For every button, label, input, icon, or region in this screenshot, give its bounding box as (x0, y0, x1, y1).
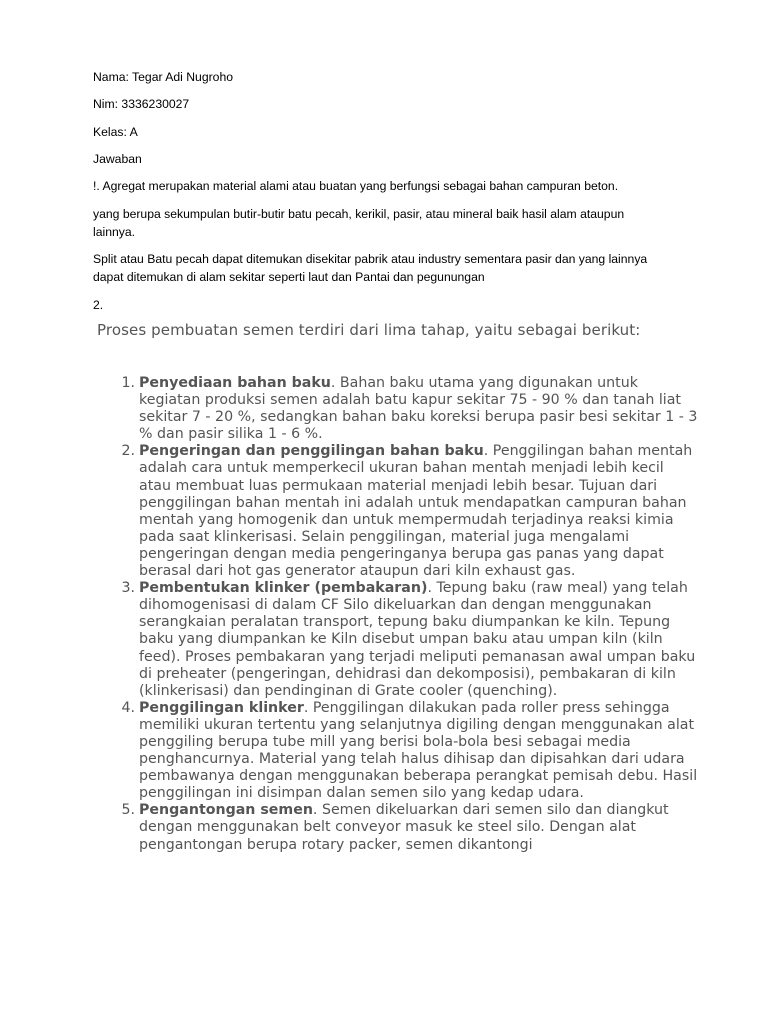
student-nim: Nim: 3336230027 (93, 97, 190, 111)
step-text: . Bahan baku utama yang digunakan untuk kegiatan produksi semen adalah batu kapur sekitar 75 - 90 % dan tanah liat sekitar 7 - 20 %, sedangkan bahan baku koreksi berupa pasir besi sekitar 1 - 3 % dan pasir silika 1 - 6 %. (139, 375, 698, 443)
step-title: Penyediaan bahan baku (139, 375, 331, 391)
answer-heading: Jawaban (93, 152, 142, 166)
step-text: . Penggilingan bahan mentah adalah cara untuk memperkecil ukuran bahan mentah menjadi lebih kecil atau membuat luas permukaan material menjadi lebih besar. Tujuan dari penggilingan bahan mentah ini adalah untuk mendapatkan campuran bahan mentah yang homogenik dan untuk mempermudah terjadinya reaksi kimia pada saat klinkerisasi. Selain penggilingan, material juga mengalami pengeringan dengan media pengeringanya berupa gas panas yang dapat berasal dari hot gas generator ataupun dari kiln exhaust gas. (139, 443, 693, 580)
process-intro: Proses pembuatan semen terdiri dari lima tahap, yaitu sebagai berikut: (97, 321, 641, 339)
student-name: Nama: Tegar Adi Nugroho (93, 70, 234, 84)
process-steps-list (121, 375, 699, 854)
step-number: 4. (121, 699, 135, 716)
step-number: 2. (121, 443, 135, 460)
step-number: 5. (121, 802, 135, 819)
step-title: Pembentukan klinker (pembakaran) (139, 580, 428, 597)
step-number: 3. (121, 580, 135, 597)
answer1-line2: yang berupa sekumpulan butir-butir batu pecah, kerikil, pasir, atau mineral baik hasil alam ataupun lainnya. (93, 207, 625, 239)
process-step (121, 443, 699, 580)
step-text: . Tepung baku (raw meal) yang telah dihomogenisasi di dalam CF Silo dikeluarkan dan dengan menggunakan serangkaian peralatan transport, tepung baku diumpankan ke kiln. Tepung baku yang diumpankan ke Kiln disebut umpan baku atau umpan kiln (kiln feed). Proses pembakaran yang terjadi meliputi pemanasan awal umpan baku di preheater (pengeringan, dehidrasi dan dekomposisi), pembakaran di kiln (klinkerisasi) dan pendinginan di Grate cooler (quenching). (139, 580, 696, 699)
process-step (121, 580, 699, 700)
answer1-line1: !. Agregat merupakan material alami atau buatan yang berfungsi sebagai bahan campuran beton. (93, 179, 619, 193)
step-title: Penggilingan klinker (139, 699, 304, 716)
step-title: Pengantongan semen (139, 802, 313, 819)
step-text: . Semen dikeluarkan dari semen silo dan diangkut dengan menggunakan belt conveyor masuk ke steel silo. Dengan alat pengantongan berupa rotary packer, semen dikantongi (139, 802, 669, 853)
step-text: . Penggilingan dilakukan pada roller press sehingga memiliki ukuran tertentu yang selanjutnya digiling dengan menggunakan alat penggiling berupa tube mill yang berisi bola-bola besi sebagai media penghancurnya. Material yang telah halus dihisap dan dipisahkan dari udara pembawanya dengan menggunakan beberapa perangkat pemisah debu. Hasil penggilingan ini disimpan dalan semen silo yang kedap udara. (139, 699, 698, 802)
step-title: Pengeringan dan penggilingan bahan baku (139, 443, 484, 460)
process-step (121, 699, 699, 803)
answer2-number: 2. (93, 298, 104, 312)
student-class: Kelas: A (93, 125, 138, 139)
answer1-line3: Split atau Batu pecah dapat ditemukan disekitar pabrik atau industry sementara pasir dan yang lainnya dapat ditemukan di alam sekitar seperti laut dan Pantai dan pegunungan (93, 252, 648, 284)
process-step (121, 802, 699, 853)
process-step (121, 375, 699, 443)
step-number: 1. (121, 375, 135, 391)
